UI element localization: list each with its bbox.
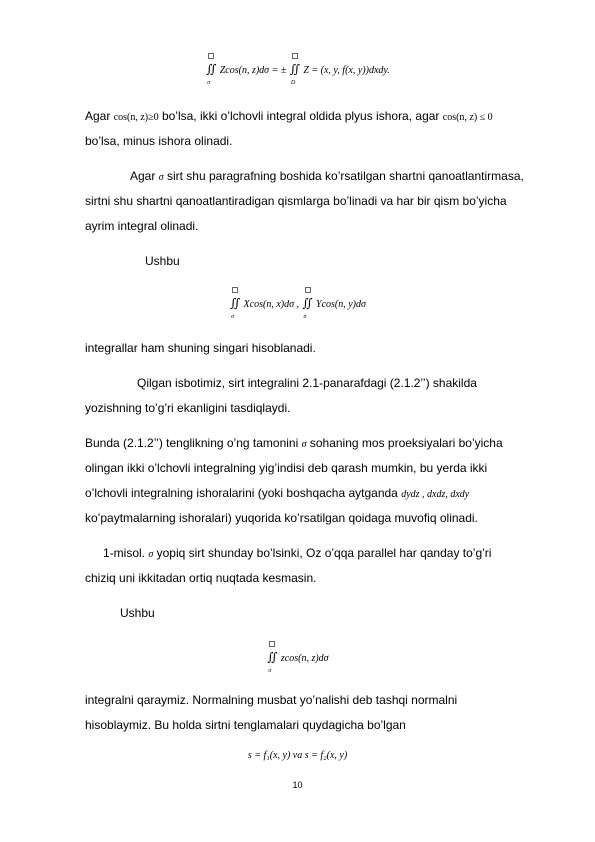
- double-integral-sign: ∬ σ: [205, 62, 217, 78]
- paragraph-line: integrallar ham shuning singari hisoblanadi.: [85, 341, 316, 355]
- inline-math: dydz , dxdz, dxdy: [401, 489, 470, 500]
- paragraph-line: o’lchovli integralning ishoralarini (yoki boshqacha aytganda dydz , dxdz, dxdy: [85, 486, 470, 500]
- double-integral-sign: ∬ σ: [266, 650, 278, 666]
- sigma-symbol: σ: [158, 172, 164, 183]
- page-number: 10: [292, 780, 303, 790]
- paragraph-line: Ushbu: [120, 606, 155, 620]
- paragraph-line: integralni qaraymiz. Normalning musbat yo’nalishi deb tashqi normalni: [85, 693, 458, 707]
- double-integral-sign: ∬ σ: [302, 296, 314, 312]
- paragraph-line: sirtni shu shartni qanoatlantiradigan qismlarga bo’linadi va har bir qism bo’yicha: [85, 194, 507, 208]
- paragraph-line: Agar σ sirt shu paragrafning boshida ko’rsatilgan shartni qanoatlantirmasa,: [130, 169, 524, 183]
- double-integral-sign: ∬ σ: [229, 296, 241, 312]
- inline-math: cos(n, z) ≤ 0: [442, 112, 493, 123]
- paragraph-line: ayrim integral olinadi.: [85, 219, 199, 233]
- inline-math: cos(n, z)≥0: [113, 112, 159, 123]
- paragraph-line: olingan ikki o’lchovli integralning yig’indisi deb qarash mumkin, bu yerda ikki: [85, 461, 488, 475]
- double-integral-sign: ∬ D: [289, 62, 301, 78]
- formula-left: Zcos(n, z)dσ = ±: [219, 65, 289, 76]
- sigma-symbol: σ: [301, 439, 307, 450]
- formula-surface-integral-zcos: ∬ σ zcos(n, z)dσ: [0, 650, 595, 666]
- paragraph-line: bo’lsa, minus ishora olinadi.: [85, 134, 233, 148]
- paragraph-line: ko’paytmalarning ishoralari) yuqorida ko’rsatilgan qoidaga muvofiq olinadi.: [85, 511, 478, 525]
- paragraph-line: yozishning to’g’ri ekanligini tasdiqlaydi.: [85, 401, 291, 415]
- paragraph-line: chiziq uni ikkitadan ortiq nuqtada kesmasin.: [85, 571, 317, 585]
- formula-right: Z = (x, y, f(x, y))dxdy.: [303, 65, 390, 76]
- formula-surface-integrals-xy: ∬ σ Xcos(n, x)dσ , ∬ σ Ycos(n, y)dσ: [0, 296, 595, 312]
- paragraph-line: Ushbu: [145, 254, 180, 268]
- paragraph-line: Bunda (2.1.2’’) tenglikning o’ng tamonini σ sohaning mos proeksiyalari bo’yicha: [85, 436, 503, 450]
- sigma-symbol: σ: [148, 549, 154, 560]
- paragraph-line: 1-misol. σ yopiq sirt shunday bo’lsinki, Oz o’qqa parallel har qanday to’g’ri: [103, 546, 492, 560]
- formula-surface-equations: s = f₁(x, y) va s = f₂(x, y): [247, 750, 348, 761]
- paragraph-line: hisoblaymiz. Bu holda sirtni tenglamalari quydagicha bo’lgan: [85, 718, 406, 732]
- paragraph-line: Agar cos(n, z)≥0 bo’lsa, ikki o’lchovli integral oldida plyus ishora, agar cos(n, z) ≤ 0: [85, 109, 493, 123]
- formula-surface-integral-z: [0, 62, 595, 86]
- paragraph-line: Qilgan isbotimiz, sirt integralini 2.1-panarafdagi (2.1.2’’) shakilda: [137, 376, 477, 390]
